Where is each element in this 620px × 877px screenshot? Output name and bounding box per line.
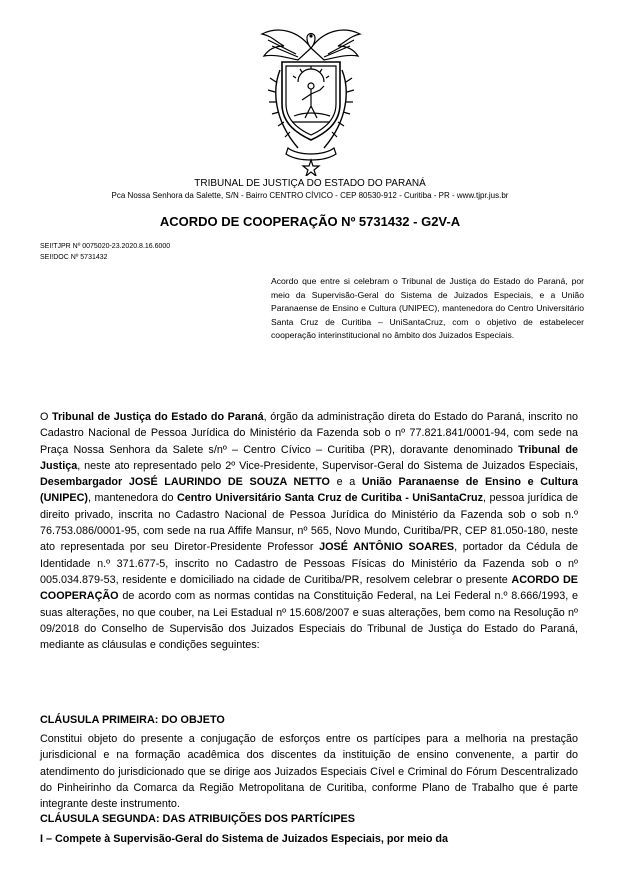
preamble-text: , pessoa jurídica de direito privado, inscrita no Cadastro Nacional de Pessoa Jurídica do Ministério da Fazenda sob o sob n.º 76.753.086/0001-95, com sede na rua Affife Mansur, nº 565, Novo Mundo, Curitiba/PR, CEP 81.050-180, neste ato representada por seu Diretor-Presidente Professor	[40, 492, 578, 554]
preamble-text: , neste ato representado pelo 2º Vice-Presidente, Supervisor-Geral do Sistema de Juizados Especiais,	[77, 459, 578, 472]
clause-second-heading: CLÁUSULA SEGUNDA: DAS ATRIBUIÇÕES DOS PARTÍCIPES	[40, 813, 355, 825]
sei-references	[40, 241, 170, 263]
document-title: ACORDO DE COOPERAÇÃO Nº 5731432 - G2V-A	[159, 214, 461, 229]
agreement-summary: Acordo que entre si celebram o Tribunal de Justiça do Estado do Paraná, por meio da Supervisão-Geral do Sistema de Juizados Especiais, e a União Paranaense de Ensino e Cultura (UNIPEC), mantenedora do Centro Universitário Santa Cruz de Curitiba – UniSantaCruz, com o objetivo de estabelecer cooperação interinstitucional no âmbito dos Juizados Especiais.	[271, 276, 584, 340]
court-address: Pca Nossa Senhora da Salette, S/N - Bairro CENTRO CÍVICO - CEP 80530-912 - Curitiba - PR - www.tjpr.jus.br	[111, 191, 509, 200]
court-name: TRIBUNAL DE JUSTIÇA DO ESTADO DO PARANÁ	[194, 178, 426, 189]
party-unipec: União Paranaense de Ensino e Cultura (UNIPEC)	[40, 476, 578, 505]
parana-coat-of-arms-icon	[258, 20, 364, 176]
party-tribunal: Tribunal de Justiça do Estado do Paraná	[51, 411, 264, 423]
preamble-text: O	[40, 411, 52, 423]
clause-first-text: Constitui objeto do presente a conjugação de esforços entre os partícipes para a melhoria na prestação jurisdicional e na formação acadêmica dos discentes da instituição de ensino convenente, a partir do atendimento do jurisdicionado que se dirige aos Juizados Especiais Cível e Criminal do Fórum Descentralizado do Pinheirinho da Comarca da Região Metropolitana de Curitiba, conforme Plano de Trabalho que é parte integrante deste instrumento.	[40, 733, 578, 811]
agreement-name: ACORDO DE COOPERAÇÃO	[40, 573, 578, 603]
party-unisantacruz: Centro Universitário Santa Cruz de Curitiba - UniSantaCruz	[176, 492, 484, 505]
preamble-text: e a	[329, 476, 362, 489]
sei-process-number: SEI!TJPR Nº 0075020-23.2020.8.16.6000	[40, 243, 171, 250]
clause-first-heading: CLÁUSULA PRIMEIRA: DO OBJETO	[40, 714, 225, 726]
representative-unipec: JOSÉ ANTÔNIO SOARES	[319, 541, 455, 554]
preamble-text: de acordo com as normas contidas na Constituição Federal, na Lei Federal n.º 8.666/1993, e suas alterações, no que couber, na Lei Estadual nº 15.608/2007 e suas alterações, bem como na Resolução nº 09/2018 do Conselho de Supervisão dos Juizados Especiais do Tribunal de Justiça do Estado do Paraná, mediante as cláusulas e condições seguintes:	[40, 590, 578, 652]
sei-document-number: SEI!DOC Nº 5731432	[40, 254, 108, 261]
clause-second-item-1: I – Compete à Supervisão-Geral do Sistema de Juizados Especiais, por meio da	[40, 833, 449, 845]
representative-tribunal: Desembargador JOSÉ LAURINDO DE SOUZA NETTO	[40, 476, 330, 489]
party-tribunal-short: Tribunal de Justiça	[40, 443, 578, 472]
preamble-paragraph	[40, 409, 578, 653]
preamble-text: , órgão da administração direta do Estado do Paraná, inscrito no Cadastro Nacional de Pessoa Jurídica do Ministério da Fazenda sob o nº 77.821.841/0001-94, com sede na Praça Nossa Senhora da Salete s/nº – Centro Cívico – Curitiba (PR), doravante denominado	[40, 411, 578, 456]
preamble-text: , mantenedora do	[88, 492, 177, 505]
preamble-text: , portador da Cédula de Identidade n.º 371.677-5, inscrito no Cadastro de Pessoas Físicas do Ministério da Fazenda sob o nº 005.034.879-53, residente e domiciliado na cidade de Curitiba/PR, resolvem celebrar o presente	[40, 541, 578, 586]
